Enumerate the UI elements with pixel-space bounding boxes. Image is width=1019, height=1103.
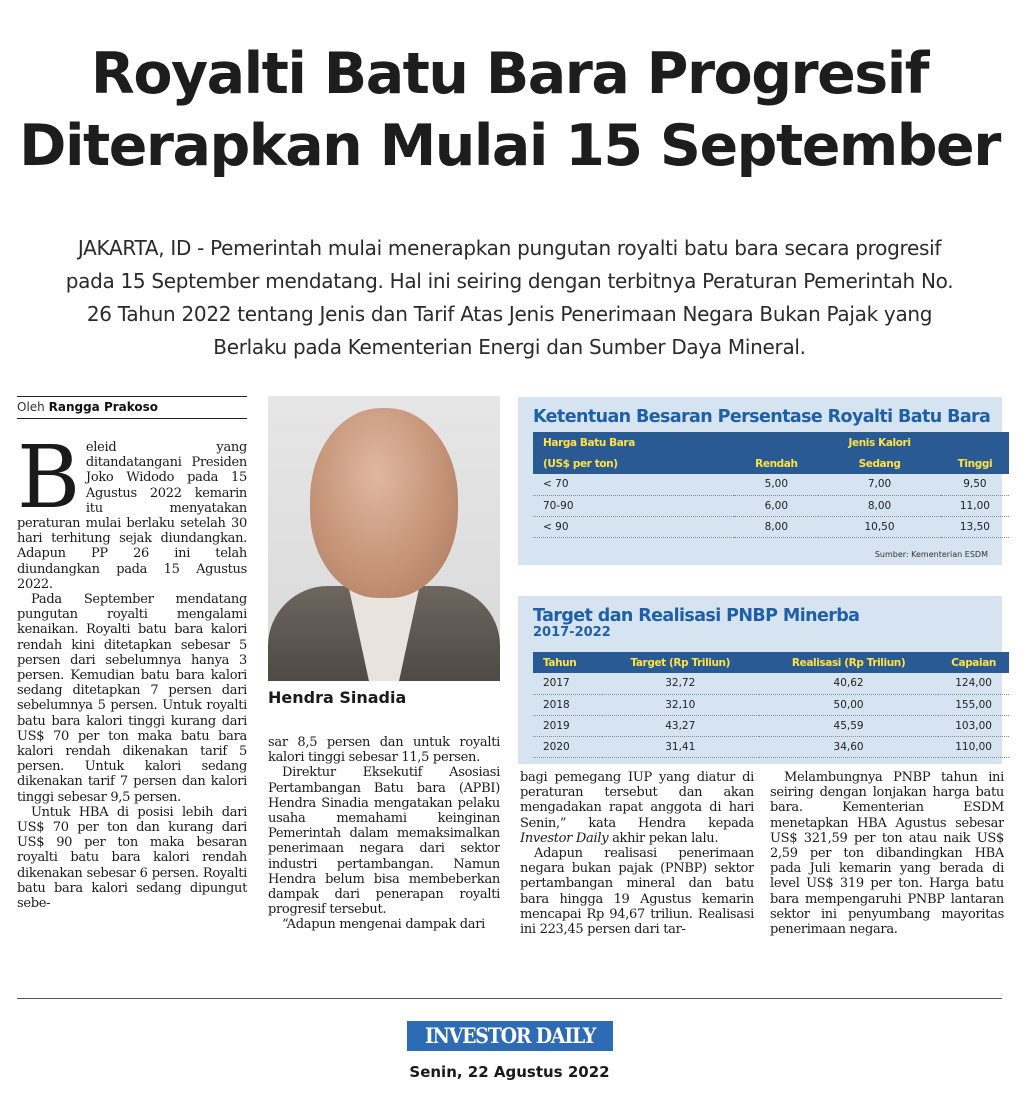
pnbp-table-title: Target dan Realisasi PNBP Minerba xyxy=(533,606,860,626)
lead-paragraph: JAKARTA, ID - Pemerintah mulai menerapkan pungutan royalti batu bara secara progresif pada 15 September mendatang. Hal ini seiring dengan terbitnya Peraturan Pemerintah No. 26 Tahun 2022 tentang Jenis dan Tarif Atas Jenis Penerimaan Negara Bukan Pajak yang Berlaku pada Kementerian Energi dan Sumber Daya Mineral. xyxy=(65,236,954,359)
royalty-table xyxy=(533,432,1009,538)
portrait-photo xyxy=(268,396,500,681)
table-cell: 45,59 xyxy=(759,715,938,736)
table-cell: 11,00 xyxy=(941,495,1009,516)
article-paragraph: “Adapun mengenai dampak dari xyxy=(282,917,485,933)
article-text: bagi pemegang IUP yang diatur di peraturan tersebut dan akan mengadakan rapat anggota di hari Senin,” kata Hendra kepada xyxy=(520,770,754,831)
headline xyxy=(0,38,1019,182)
byline-prefix: Oleh xyxy=(17,400,45,414)
table-cell: 5,00 xyxy=(734,474,818,495)
table-cell: 110,00 xyxy=(938,736,1009,757)
table-row xyxy=(533,715,1009,736)
headline-line-1: Royalti Batu Bara Progresif xyxy=(90,41,929,107)
table-header-realisasi: Realisasi (Rp Triliun) xyxy=(759,652,938,673)
table-header-sedang: Sedang xyxy=(818,453,941,474)
table-header-spacer xyxy=(734,432,818,453)
table-cell: 8,00 xyxy=(734,516,818,537)
table-cell: 2018 xyxy=(533,694,602,715)
table-row xyxy=(533,474,1009,495)
byline xyxy=(17,396,247,419)
table-cell: 10,50 xyxy=(818,516,941,537)
table-cell: 31,41 xyxy=(602,736,759,757)
footer-divider xyxy=(17,998,1002,999)
pnbp-table-box xyxy=(518,596,1002,764)
publication-name: Investor Daily xyxy=(520,830,609,846)
royalty-table-box xyxy=(518,397,1002,565)
table-cell: 8,00 xyxy=(818,495,941,516)
table-header-spacer xyxy=(941,432,1009,453)
table-header-target: Target (Rp Triliun) xyxy=(602,652,759,673)
table-cell: 103,00 xyxy=(938,715,1009,736)
table-cell: 9,50 xyxy=(941,474,1009,495)
table-header-price: Harga Batu Bara xyxy=(533,432,734,453)
table-header-group: Jenis Kalori xyxy=(818,432,941,453)
article-column-4 xyxy=(770,770,1004,970)
article-paragraph xyxy=(520,770,754,846)
photo-caption: Hendra Sinadia xyxy=(268,688,407,707)
article-paragraph: Melambungnya PNBP tahun ini seiring dengan lonjakan harga batu bara. Kementerian ESDM menetapkan HBA Agustus sebesar US$ 321,59 per ton atau naik US$ 2,59 per ton dibandingkan HBA pada Juli kemarin yang berada di level US$ 319 per ton. Harga batu bara mempengaruhi PNBP lantaran sektor ini penyumbang mayoritas penerimaan negara. xyxy=(770,770,1004,938)
table-cell: 40,62 xyxy=(759,673,938,694)
table-header-capaian: Capaian xyxy=(938,652,1009,673)
dropcap: B xyxy=(17,440,80,528)
table-header-rendah: Rendah xyxy=(734,453,818,474)
article-paragraph: Direktur Eksekutif Asosiasi Pertambangan Batu bara (APBI) Hendra Sinadia mengatakan pelaku usaha memahami keinginan Pemerintah dalam memaksimalkan penerimaan negara dari sektor industri pertambangan. Namun Hendra belum bisa membeberkan dampak dari penerapan royalti progresif tersebut. xyxy=(268,765,500,918)
table-row xyxy=(533,673,1009,694)
table-row xyxy=(533,516,1009,537)
table-cell: 124,00 xyxy=(938,673,1009,694)
table-cell: 13,50 xyxy=(941,516,1009,537)
byline-author: Rangga Prakoso xyxy=(48,400,159,414)
table-cell: < 90 xyxy=(533,516,734,537)
table-row xyxy=(533,495,1009,516)
article-column-3 xyxy=(520,770,754,970)
table-cell: 2020 xyxy=(533,736,602,757)
table-cell: 2017 xyxy=(533,673,602,694)
table-cell: 34,60 xyxy=(759,736,938,757)
investor-daily-logo: INVESTOR DAILY xyxy=(407,1021,613,1051)
table-row xyxy=(533,736,1009,757)
table-cell: 6,00 xyxy=(734,495,818,516)
article-paragraph: Adapun realisasi penerimaan negara bukan pajak (PNBP) sektor pertambangan mineral dan batu bara hingga 19 Agustus kemarin mencapai Rp 94,67 triliun. Realisasi ini 223,45 persen dari tar- xyxy=(520,846,754,938)
table-cell: 2019 xyxy=(533,715,602,736)
table-header-tinggi: Tinggi xyxy=(941,453,1009,474)
table-source: Sumber: Kementerian ESDM xyxy=(874,550,988,559)
article-paragraph: Untuk HBA di posisi lebih dari US$ 70 per ton dan kurang dari US$ 90 per ton maka besaran royalti batu bara kalori rendah dikenakan sebesar 6 persen. Royalti batu bara kalori sedang dipungut sebe- xyxy=(17,804,247,912)
publication-date: Senin, 22 Agustus 2022 xyxy=(409,1063,610,1081)
table-row xyxy=(533,694,1009,715)
table-header-year: Tahun xyxy=(533,652,602,673)
table-cell: 70-90 xyxy=(533,495,734,516)
pnbp-table xyxy=(533,652,1009,758)
article-paragraph: sar 8,5 persen dan untuk royalti kalori tinggi sebesar 11,5 persen. xyxy=(268,735,500,766)
article-paragraph: eleid yang ditandatangani Presiden Joko Widodo pada 15 Agustus 2022 kemarin itu menyatakan peraturan mulai berlaku setelah 30 hari terhitung sejak diundangkan. Adapun PP 26 ini telah diundangkan pada 15 Agustus 2022. xyxy=(17,440,247,592)
table-cell: 50,00 xyxy=(759,694,938,715)
table-header-price-unit: (US$ per ton) xyxy=(533,453,734,474)
table-cell: 32,72 xyxy=(602,673,759,694)
table-cell: < 70 xyxy=(533,474,734,495)
table-cell: 7,00 xyxy=(818,474,941,495)
table-cell: 32,10 xyxy=(602,694,759,715)
article-column-1 xyxy=(17,440,247,972)
table-cell: 155,00 xyxy=(938,694,1009,715)
article-text: akhir pekan lalu. xyxy=(608,830,719,846)
table-cell: 43,27 xyxy=(602,715,759,736)
headline-line-2: Diterapkan Mulai 15 September xyxy=(19,113,1000,179)
royalty-table-title: Ketentuan Besaran Persentase Royalti Batu Bara xyxy=(533,407,991,427)
article-column-2 xyxy=(268,735,500,975)
pnbp-table-subtitle: 2017-2022 xyxy=(533,625,611,640)
article-paragraph: Pada September mendatang pungutan royalti mengalami kenaikan. Royalti batu bara kalori rendah kini ditetapkan sebesar 5 persen dari sebelumnya hanya 3 persen. Kemudian batu bara kalori sedang ditetapkan 7 persen dari sebelumnya 5 persen. Untuk royalti batu bara kalori tinggi kurang dari US$ 70 per ton maka batu bara kalori rendah dikenakan tarif 5 persen. Untuk kalori sedang dikenakan tarif 7 persen dan kalori tinggi sebesar 9,5 persen. xyxy=(17,592,247,805)
portrait-head xyxy=(310,408,458,598)
